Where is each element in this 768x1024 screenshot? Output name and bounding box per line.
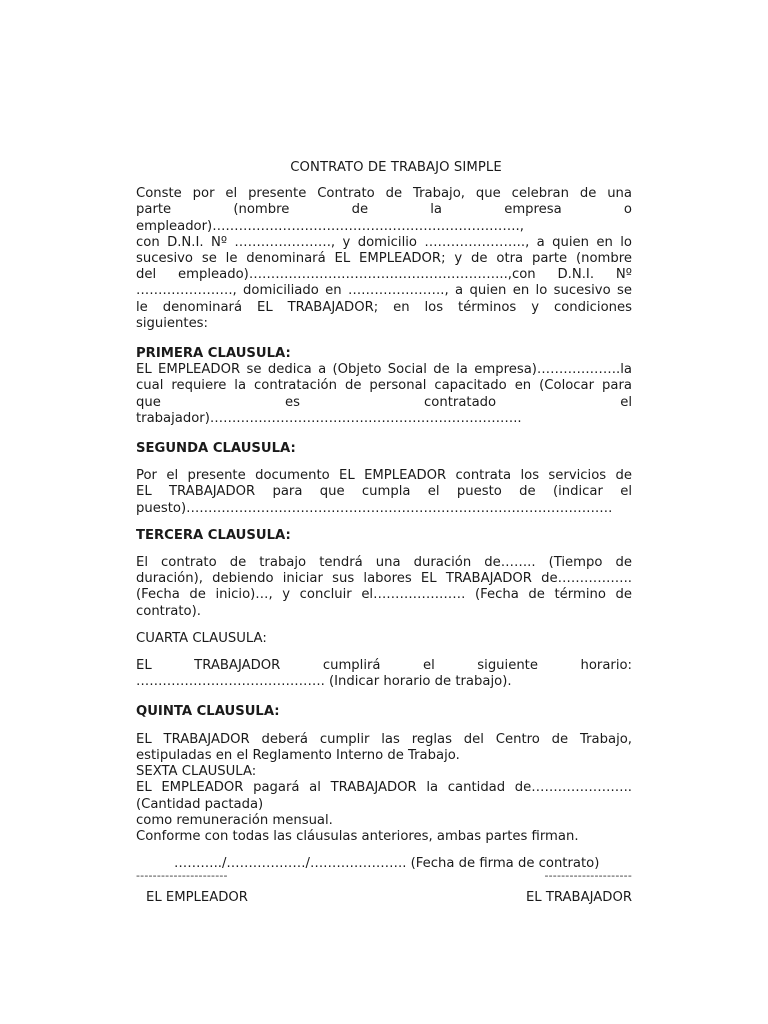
clause-line: (Fecha de inicio)…, y concluir el………………… (Fecha de término de bbox=[136, 587, 632, 603]
worker-signature bbox=[472, 868, 632, 906]
clause-heading-quinta: QUINTA CLAUSULA: bbox=[136, 704, 280, 720]
clause-quinta-text bbox=[136, 732, 632, 845]
clause-heading-segunda: SEGUNDA CLAUSULA: bbox=[136, 441, 296, 457]
intro-line: siguientes: bbox=[136, 315, 208, 331]
intro-line: Conste por el presente Contrato de Trabajo, que celebran de una bbox=[136, 186, 632, 202]
document-title: CONTRATO DE TRABAJO SIMPLE bbox=[290, 160, 502, 175]
clause-line: como remuneración mensual. bbox=[136, 812, 333, 828]
clause-line: EL TRABAJADOR cumplirá el siguiente horario: bbox=[136, 658, 632, 674]
intro-line: del empleado)…………………………………………………..,con D.N.I. Nº bbox=[136, 267, 632, 283]
signature-line: ---------------------- bbox=[136, 869, 228, 882]
clause-heading-sexta: SEXTA CLAUSULA: bbox=[136, 764, 257, 780]
intro-line: le denominará EL TRABAJADOR; en los términos y condiciones bbox=[136, 299, 632, 315]
intro-line: sucesivo se le denominará EL EMPLEADOR; y de otra parte (nombre bbox=[136, 251, 632, 267]
clause-line: Por el presente documento EL EMPLEADOR contrata los servicios de bbox=[136, 468, 632, 484]
intro-line: con D.N.I. Nº …………………., y domicilio ………………….., a quien en lo bbox=[136, 234, 632, 250]
intro-paragraph bbox=[136, 186, 632, 332]
clause-heading-primera: PRIMERA CLAUSULA: bbox=[136, 346, 291, 362]
clause-line: Conforme con todas las cláusulas anteriores, ambas partes firman. bbox=[136, 828, 579, 844]
intro-line: parte (nombre de la empresa o bbox=[136, 202, 632, 218]
clause-line: EL EMPLEADOR pagará al TRABAJADOR la cantidad de………………….. bbox=[136, 780, 632, 796]
clause-primera-text bbox=[136, 362, 632, 427]
clause-segunda-text bbox=[136, 468, 632, 517]
clause-line: EL TRABAJADOR deberá cumplir las reglas del Centro de Trabajo, bbox=[136, 731, 632, 747]
clause-line: estipuladas en el Reglamento Interno de Trabajo. bbox=[136, 747, 460, 763]
intro-line: empleador)……………………………………………………………., bbox=[136, 218, 524, 234]
clause-line: que es contratado el trabajador)…………………………………………………………….. bbox=[136, 394, 632, 426]
signing-date-line: ………../………………/…………………. (Fecha de firma de contrato) bbox=[174, 856, 600, 872]
intro-line: …………………., domiciliado en …………………., a quien en lo sucesivo se bbox=[136, 283, 632, 299]
clause-cuarta-text bbox=[136, 658, 632, 690]
clause-line: (Cantidad pactada) bbox=[136, 796, 264, 812]
clause-line: contrato). bbox=[136, 603, 201, 619]
clause-heading-tercera: TERCERA CLAUSULA: bbox=[136, 527, 291, 543]
clause-line: duración), debiendo iniciar sus labores EL TRABAJADOR de…………….. bbox=[136, 571, 632, 587]
contract-body bbox=[136, 160, 632, 872]
employer-signature bbox=[136, 868, 296, 906]
clause-tercera-text bbox=[136, 555, 632, 620]
clause-line: El contrato de trabajo tendrá una duración de…….. (Tiempo de bbox=[136, 555, 632, 571]
clause-line: cual requiere la contratación de personal capacitado en (Colocar para bbox=[136, 378, 632, 394]
clause-heading-cuarta: CUARTA CLAUSULA: bbox=[136, 630, 267, 646]
worker-label: EL TRABAJADOR bbox=[525, 890, 632, 905]
clause-line: puesto)……………………………………………………………………………………. bbox=[136, 500, 613, 516]
signature-line: --------------------- bbox=[544, 869, 632, 882]
clause-line: EL EMPLEADOR se dedica a (Objeto Social de la empresa)……………….la bbox=[136, 362, 632, 378]
clause-line: EL TRABAJADOR para que cumpla el puesto de (indicar el bbox=[136, 484, 632, 500]
employer-label: EL EMPLEADOR bbox=[146, 890, 248, 905]
clause-line: ……………………………………. (Indicar horario de trabajo). bbox=[136, 674, 512, 690]
